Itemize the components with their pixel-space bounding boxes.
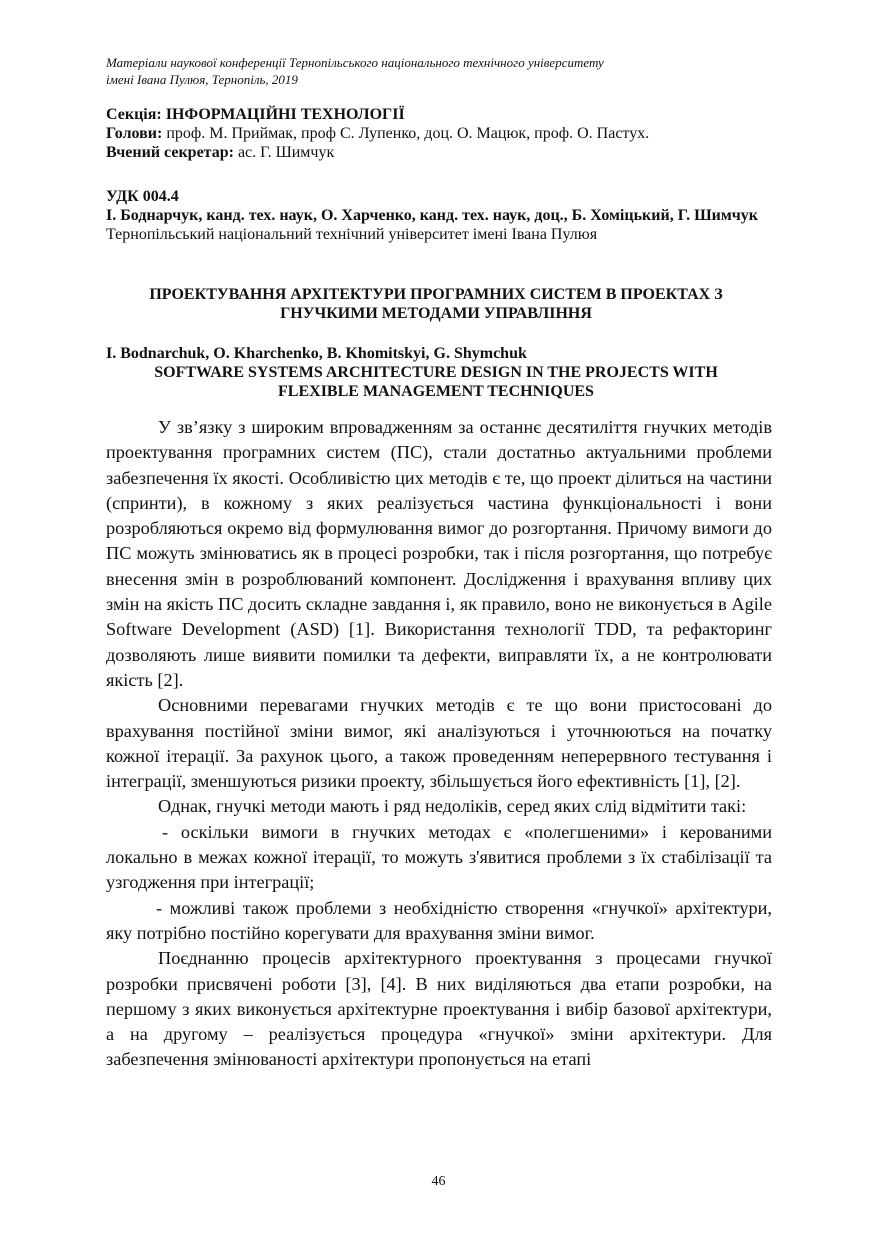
title-ua-line-1: ПРОЕКТУВАННЯ АРХІТЕКТУРИ ПРОГРАМНИХ СИСТЕМ В ПРОЕКТАХ З bbox=[149, 286, 723, 303]
udk-code: УДК 004.4 bbox=[106, 188, 179, 205]
section-value: ІНФОРМАЦІЙНІ ТЕХНОЛОГІЇ bbox=[161, 106, 405, 123]
heads-value: проф. М. Приймак, проф С. Лупенко, доц. О. Мацюк, проф. О. Пастух. bbox=[162, 125, 650, 142]
section-info bbox=[106, 105, 786, 162]
paragraph-1: У зв’язку з широким впровадженням за останнє десятиліття гнучких методів проектування програмних систем (ПС), стали достатньо актуальними проблеми забезпечення їх якості. Особливістю цих методів є те, що проект ділиться на частини (спринти), в кожному з яких реалізується частина функціональності і вони розробляються окремо від формулювання вимог до розгортання. Причому вимоги до ПС можуть змінюватись як в процесі розробки, так і після розгортання, що потребує внесення змін в розроблюваний компонент. Дослідження і врахування впливу цих змін на якість ПС досить складне завдання і, як правило, воно не виконується в Agile Software Development (ASD) [1]. Використання технології TDD, та рефакторинг дозволяють лише виявити помилки та дефекти, виправляти їх, а не контролювати якість [2]. bbox=[106, 417, 772, 690]
title-ua bbox=[106, 285, 766, 323]
paragraph-4: Поєднанню процесів архітектурного проектування з процесами гнучкої розробки присвячені роботи [3], [4]. В них виділяються два етапи розробки, на першому з яких виконується архітектурне проектування і вибір базової архітектури, а на другому – реалізується процедура «гнучкої» зміни архітектури. Для забезпечення змінюваності архітектури пропонується на етапі bbox=[106, 948, 772, 1070]
heads-line bbox=[106, 124, 786, 143]
list-item-1: - оскільки вимоги в гнучких методах є «полегшеними» і керованими локально в межах кожної ітерації, то можуть з'явитися проблеми з їх стабілізації та узгодження при інтеграції; bbox=[106, 821, 772, 893]
title-ua-line-2: ГНУЧКИМИ МЕТОДАМИ УПРАВЛІННЯ bbox=[280, 305, 592, 322]
title-en-line-2: FLEXIBLE MANAGEMENT TECHNIQUES bbox=[278, 383, 594, 400]
section-line bbox=[106, 105, 786, 124]
paragraph-3: Однак, гнучкі методи мають і ряд недоліків, серед яких слід відмітити такі: bbox=[158, 796, 747, 817]
article-meta bbox=[106, 187, 766, 244]
list-item-2: - можливі також проблеми з необхідністю створення «гнучкої» архітектури, яку потрібно постійно корегувати для врахування зміни вимог. bbox=[106, 897, 772, 943]
english-block bbox=[106, 344, 766, 401]
heads-label: Голови: bbox=[106, 125, 163, 142]
page-number: 46 bbox=[431, 1174, 446, 1189]
authors-en: I. Bodnarchuk, O. Kharchenko, B. Khomitskyi, G. Shymchuk bbox=[106, 345, 527, 362]
secretary-label: Вчений секретар: bbox=[106, 144, 234, 161]
title-en-line-1: SOFTWARE SYSTEMS ARCHITECTURE DESIGN IN THE PROJECTS WITH bbox=[154, 364, 718, 381]
authors-ua: І. Боднарчук, канд. тех. наук, О. Харченко, канд. тех. наук, доц., Б. Хоміцький, Г. Шимчук bbox=[106, 207, 758, 224]
secretary-line bbox=[106, 143, 786, 162]
section-label: Секція: bbox=[106, 106, 162, 123]
running-header bbox=[106, 54, 786, 88]
paragraph-2: Основними перевагами гнучких методів є те що вони пристосовані до врахування постійної зміни вимог, які аналізуються і уточнюються на початку кожної ітерації. За рахунок цього, а також проведенням неперервного тестування і інтеграції, зменшуються ризики проекту, збільшується його ефективність [1], [2]. bbox=[106, 695, 772, 792]
secretary-value: ас. Г. Шимчук bbox=[233, 144, 335, 161]
running-header-line-1: Матеріали наукової конференції Тернопільського національного технічного університету bbox=[106, 55, 604, 70]
running-header-line-2: імені Івана Пулюя, Тернопіль, 2019 bbox=[106, 72, 298, 87]
article-body bbox=[106, 415, 772, 1073]
affiliation: Тернопільський національний технічний університет імені Івана Пулюя bbox=[106, 226, 598, 243]
